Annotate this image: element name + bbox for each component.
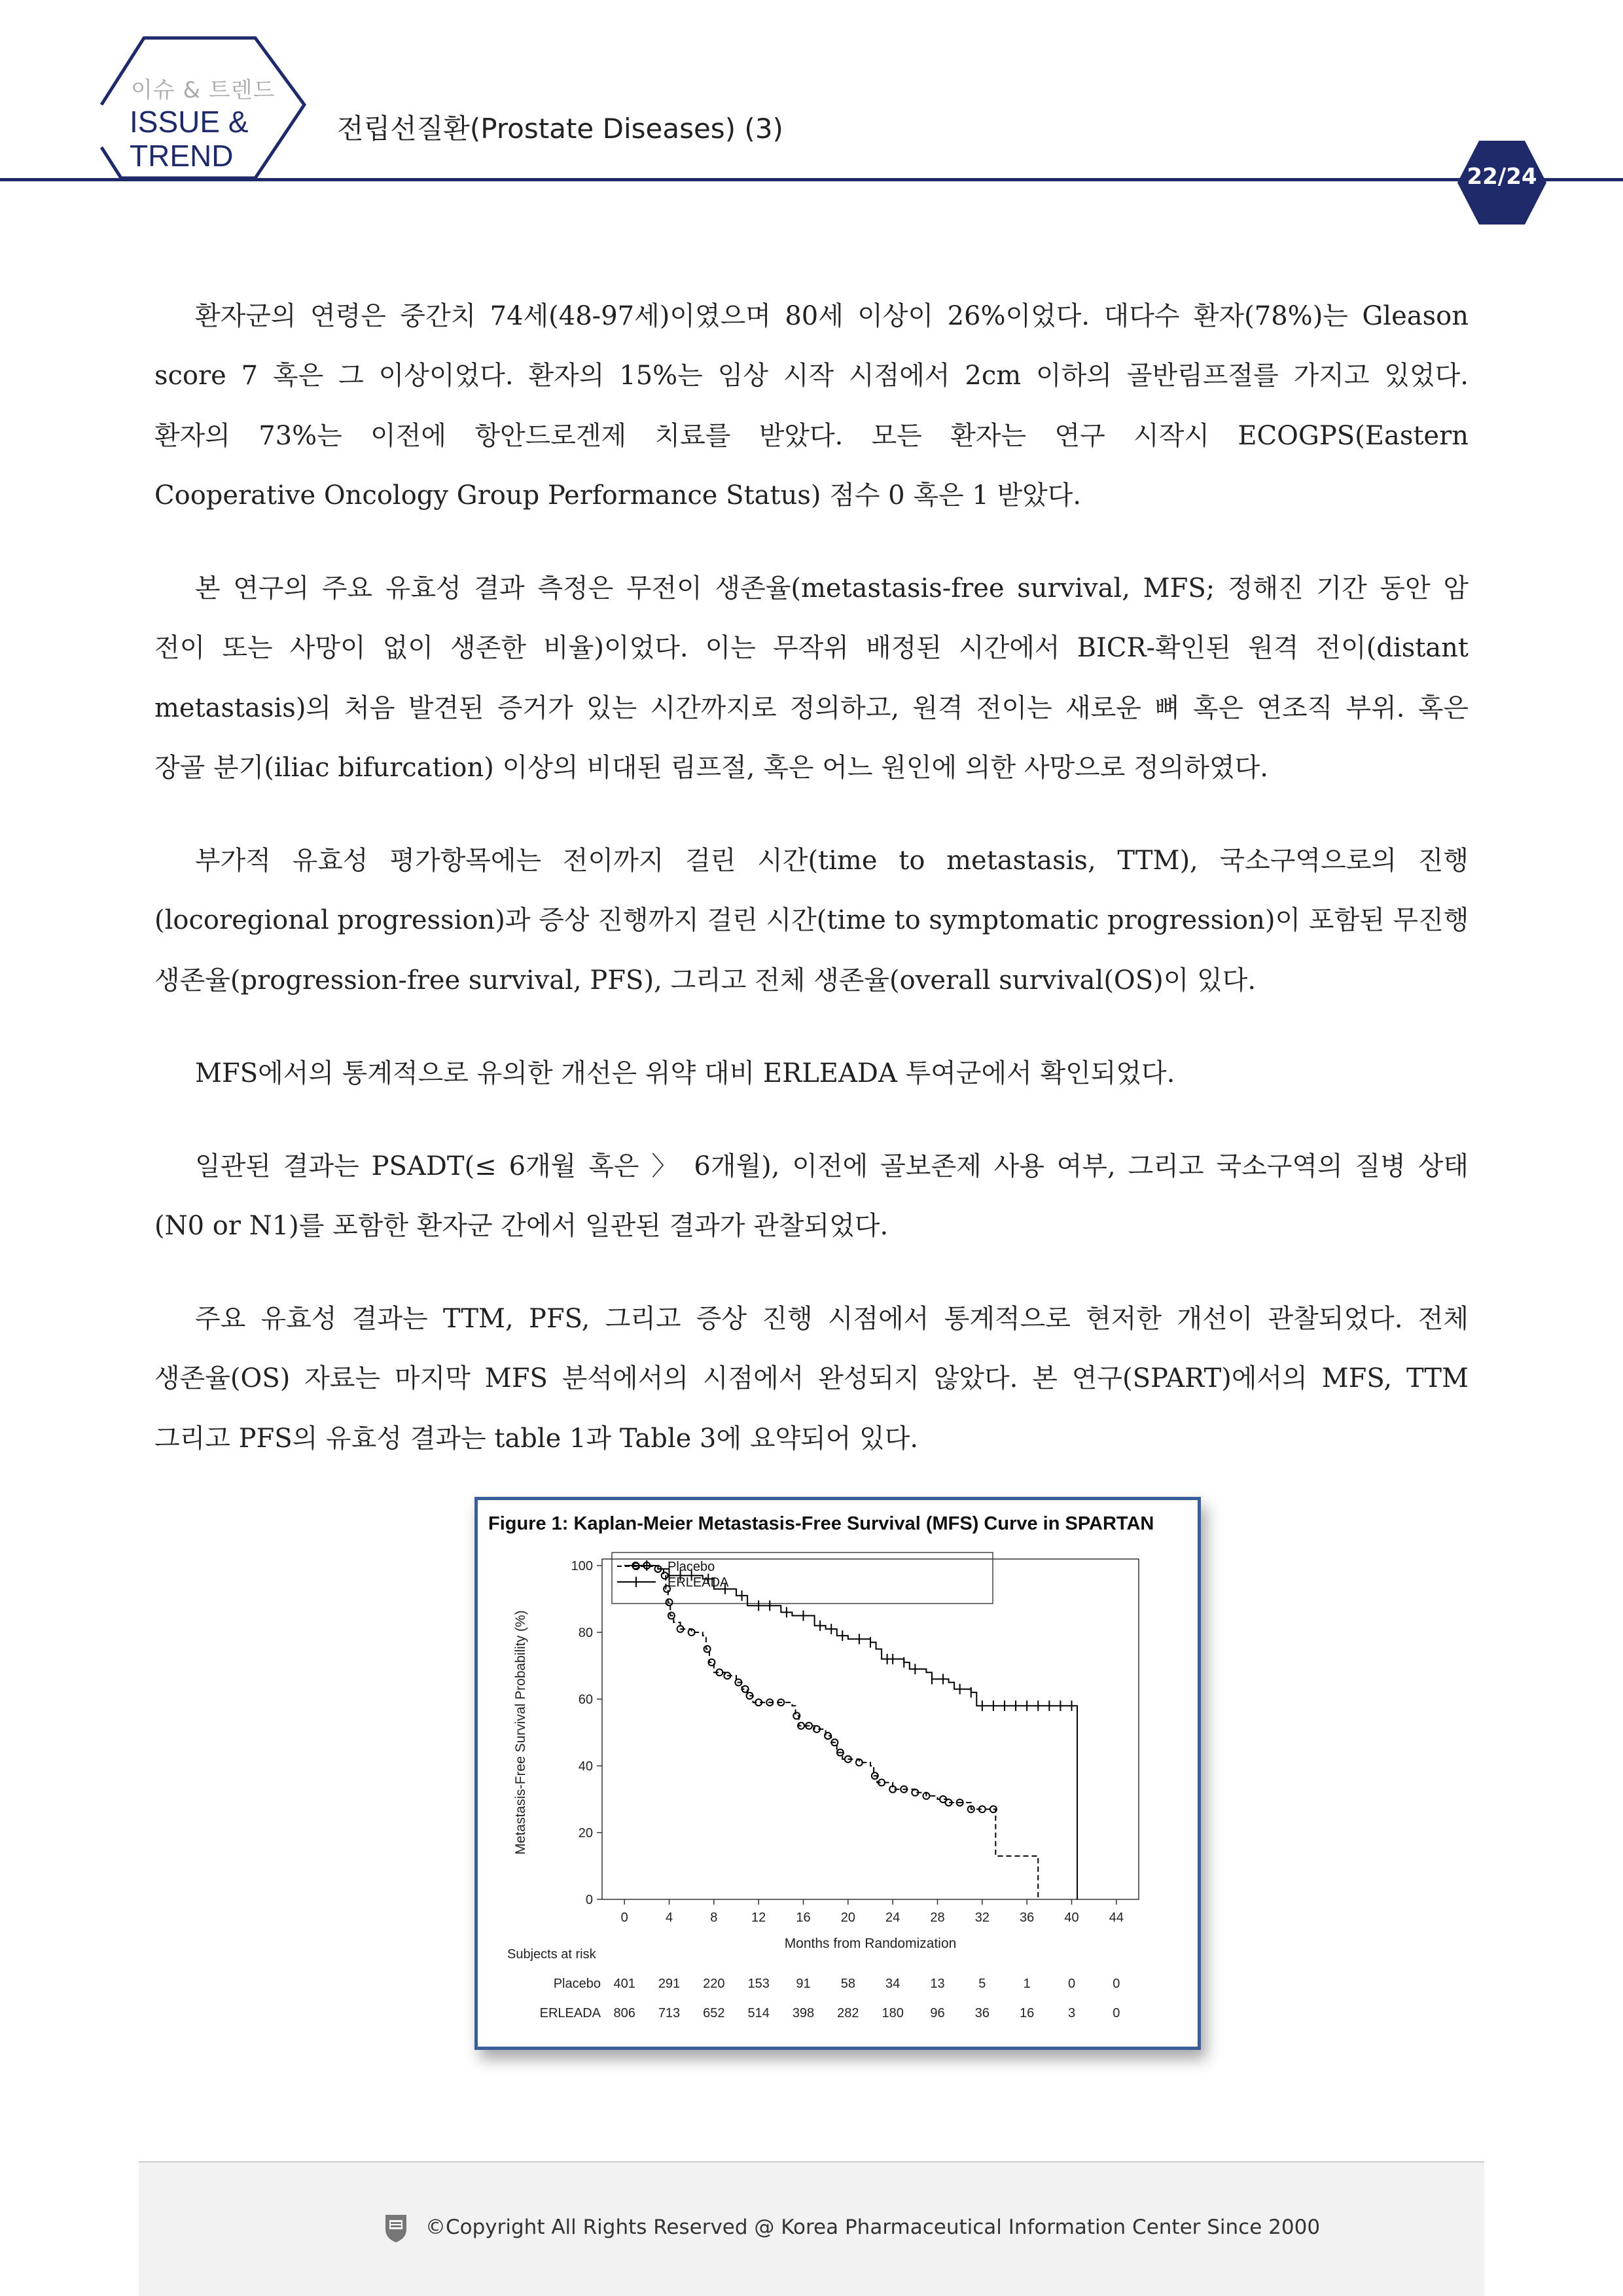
paragraph-line: 환자군의 연령은 중간치 74세(48-97세)이였으며 80세 이상이 26%이었다. 대다수 환자(78%)는 Gleason bbox=[195, 301, 1469, 331]
risk-value: 652 bbox=[703, 2006, 725, 2020]
x-tick-label: 36 bbox=[1020, 1910, 1035, 1925]
header-title: 전립선질환(Prostate Diseases) (3) bbox=[337, 113, 783, 145]
risk-value: 0 bbox=[1113, 2006, 1120, 2020]
paragraph-line: metastasis)의 처음 발견된 증거가 있는 시간까지로 정의하고, 원격 전이는 새로운 뼈 혹은 연조직 부위. 혹은 bbox=[154, 692, 1469, 723]
plot-frame bbox=[602, 1559, 1139, 1899]
x-tick-label: 4 bbox=[665, 1910, 673, 1925]
risk-value: 34 bbox=[885, 1977, 901, 1991]
x-tick-label: 40 bbox=[1064, 1910, 1079, 1925]
series-line-placebo bbox=[624, 1566, 1038, 1899]
risk-value: 398 bbox=[792, 2006, 815, 2020]
paragraph-line: 일관된 결과는 PSADT(≤ 6개월 혹은 〉 6개월), 이전에 골보존제 사용 여부, 그리고 국소구역의 질병 상태 bbox=[195, 1151, 1469, 1181]
logo-small-text: 이슈 & 트렌드 bbox=[131, 77, 276, 103]
paragraph-6 bbox=[154, 1289, 1469, 1469]
x-tick-label: 20 bbox=[840, 1910, 855, 1925]
paragraph-line: 전이 또는 사망이 없이 생존한 비율)이었다. 이는 무작위 배정된 시간에서 BICR-확인된 원격 전이(distant bbox=[154, 633, 1469, 664]
risk-value: 291 bbox=[658, 1977, 681, 1991]
risk-value: 220 bbox=[703, 1977, 725, 1991]
y-tick-label: 100 bbox=[571, 1559, 593, 1573]
risk-value: 16 bbox=[1020, 2006, 1035, 2020]
paragraph-3 bbox=[154, 831, 1469, 1011]
legend-placebo-label: Placebo bbox=[668, 1560, 715, 1574]
logo-line2: TREND bbox=[130, 139, 234, 173]
logo-line1: ISSUE & bbox=[130, 105, 249, 139]
paragraph-4 bbox=[154, 1044, 1469, 1103]
y-tick-label: 80 bbox=[578, 1626, 593, 1640]
paragraph-line: (N0 or N1)를 포함한 환자군 간에서 일관된 결과가 관찰되었다. bbox=[154, 1211, 889, 1242]
risk-value: 5 bbox=[978, 1977, 986, 1991]
risk-row-label: Placebo bbox=[553, 1977, 601, 1991]
paragraph-line: 장골 분기(iliac bifurcation) 이상의 비대된 림프절, 혹은 어느 원인에 의한 사망으로 정의하였다. bbox=[154, 752, 1269, 783]
y-axis-label: Metastasis-Free Survival Probability (%) bbox=[513, 1610, 528, 1855]
paragraph-line: (locoregional progression)과 증상 진행까지 걸린 시간(time to symptomatic progression)이 포함된 무진행 bbox=[154, 905, 1469, 936]
x-tick-label: 24 bbox=[885, 1910, 901, 1925]
risk-value: 806 bbox=[613, 2006, 635, 2020]
y-tick-label: 60 bbox=[578, 1693, 593, 1707]
x-tick-label: 0 bbox=[620, 1910, 628, 1925]
series-line-erleada bbox=[624, 1566, 1077, 1899]
x-tick-label: 44 bbox=[1109, 1910, 1124, 1925]
paragraph-5 bbox=[154, 1137, 1469, 1257]
paragraph-line: 부가적 유효성 평가항목에는 전이까지 걸린 시간(time to metastasis, TTM), 국소구역으로의 진행 bbox=[195, 846, 1469, 876]
risk-value: 3 bbox=[1067, 2006, 1076, 2020]
risk-value: 713 bbox=[658, 2006, 681, 2020]
x-tick-label: 32 bbox=[974, 1910, 990, 1925]
km-chart bbox=[478, 1500, 1198, 2047]
paragraph-2 bbox=[154, 559, 1469, 798]
paragraph-line: 생존율(progression-free survival, PFS), 그리고 전체 생존율(overall survival(OS)이 있다. bbox=[154, 965, 1257, 996]
risk-value: 0 bbox=[1067, 1977, 1076, 1991]
risk-value: 0 bbox=[1113, 1977, 1120, 1991]
risk-value: 153 bbox=[747, 1977, 770, 1991]
risk-value: 13 bbox=[930, 1977, 945, 1991]
risk-value: 282 bbox=[837, 2006, 859, 2020]
paragraph-line: score 7 혹은 그 이상이었다. 환자의 15%는 임상 시작 시점에서 2cm 이하의 골반림프절를 가지고 있었다. bbox=[154, 361, 1469, 391]
paragraph-line: MFS에서의 통계적으로 유의한 개선은 위약 대비 ERLEADA 투여군에서 확인되었다. bbox=[195, 1058, 1175, 1088]
paragraph-1 bbox=[154, 287, 1469, 526]
risk-value: 514 bbox=[747, 2006, 770, 2020]
x-tick-label: 16 bbox=[796, 1910, 811, 1925]
legend-erleada-label: ERLEADA bbox=[668, 1575, 729, 1590]
risk-table-header: Subjects at risk bbox=[507, 1947, 596, 1962]
risk-value: 58 bbox=[840, 1977, 855, 1991]
footer-copyright: ©Copyright All Rights Reserved @ Korea Pharmaceutical Information Center Since 2000 bbox=[425, 2215, 1321, 2239]
logo-title bbox=[130, 105, 249, 173]
page-number: 22/24 bbox=[1467, 164, 1537, 190]
chart-title: Figure 1: Kaplan-Meier Metastasis-Free Survival (MFS) Curve in SPARTAN bbox=[488, 1513, 1154, 1534]
paragraph-line: 환자의 73%는 이전에 항안드로겐제 치료를 받았다. 모든 환자는 연구 시작시 ECOGPS(Eastern bbox=[154, 420, 1469, 451]
x-tick-label: 8 bbox=[710, 1910, 718, 1925]
risk-value: 401 bbox=[613, 1977, 635, 1991]
figure-km-curve bbox=[474, 1497, 1201, 2050]
x-tick-label: 12 bbox=[751, 1910, 766, 1925]
paragraph-line: Cooperative Oncology Group Performance Status) 점수 0 혹은 1 받았다. bbox=[154, 480, 1082, 511]
paragraph-line: 본 연구의 주요 유효성 결과 측정은 무전이 생존율(metastasis-free survival, MFS; 정해진 기간 동안 암 bbox=[195, 573, 1469, 603]
risk-value: 96 bbox=[930, 2006, 945, 2020]
shield-logo-icon bbox=[383, 2212, 409, 2244]
x-axis-label: Months from Randomization bbox=[784, 1936, 957, 1951]
risk-row-label: ERLEADA bbox=[539, 2006, 601, 2020]
y-tick-label: 20 bbox=[578, 1826, 593, 1840]
y-tick-label: 40 bbox=[578, 1759, 593, 1774]
risk-value: 91 bbox=[796, 1977, 811, 1991]
paragraph-line: 그리고 PFS의 유효성 결과는 table 1과 Table 3에 요약되어 있다. bbox=[154, 1423, 919, 1454]
risk-value: 1 bbox=[1023, 1977, 1031, 1991]
paragraph-line: 주요 유효성 결과는 TTM, PFS, 그리고 증상 진행 시점에서 통계적으로 현저한 개선이 관찰되었다. 전체 bbox=[195, 1304, 1469, 1334]
risk-value: 180 bbox=[882, 2006, 904, 2020]
risk-value: 36 bbox=[974, 2006, 990, 2020]
y-tick-label: 0 bbox=[585, 1893, 593, 1907]
x-tick-label: 28 bbox=[930, 1910, 945, 1925]
paragraph-line: 생존율(OS) 자료는 마지막 MFS 분석에서의 시점에서 완성되지 않았다. 본 연구(SPART)에서의 MFS, TTM bbox=[154, 1363, 1469, 1394]
header-rule bbox=[0, 178, 1623, 181]
